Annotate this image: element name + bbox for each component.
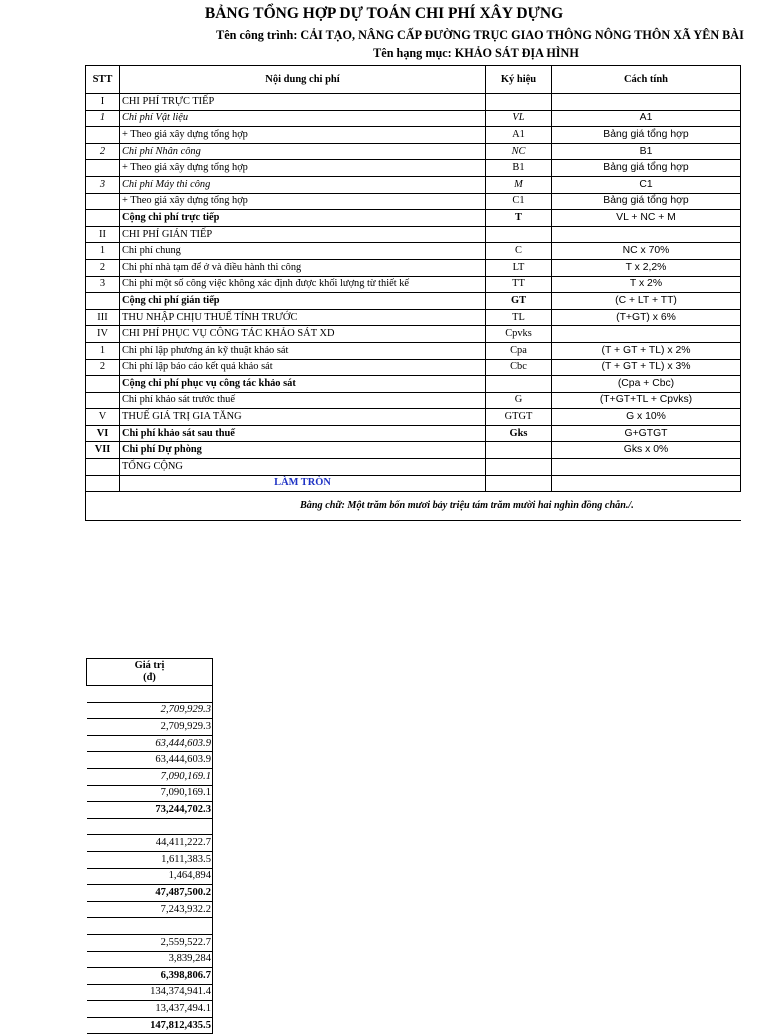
row-stt: 2 bbox=[86, 359, 120, 376]
row-content: Cộng chi phí gián tiếp bbox=[120, 293, 486, 310]
table-row bbox=[86, 243, 741, 260]
row-symbol: T bbox=[486, 210, 552, 227]
row-content: Chi phí một số công việc không xác định được khối lượng từ thiết kế bbox=[120, 276, 486, 293]
row-symbol: A1 bbox=[486, 127, 552, 144]
values-header bbox=[87, 659, 213, 686]
row-formula: A1 bbox=[552, 110, 741, 127]
value-cell: 2,559,522.7 bbox=[87, 934, 213, 951]
value-cell: 1,464,894 bbox=[87, 868, 213, 885]
row-formula: B1 bbox=[552, 143, 741, 160]
row-symbol: GT bbox=[486, 293, 552, 310]
table-header-row bbox=[86, 66, 741, 94]
row-formula: Bảng giá tổng hợp bbox=[552, 193, 741, 210]
row-formula bbox=[552, 326, 741, 343]
value-cell: 147,812,435.5 bbox=[87, 1017, 213, 1034]
row-stt bbox=[86, 293, 120, 310]
row-symbol: TL bbox=[486, 309, 552, 326]
document-title: BẢNG TỔNG HỢP DỰ TOÁN CHI PHÍ XÂY DỰNG bbox=[204, 5, 564, 22]
value-row bbox=[87, 851, 213, 868]
values-header-label: Giá trị bbox=[134, 660, 165, 671]
row-formula: G+GTGT bbox=[552, 425, 741, 442]
row-stt bbox=[86, 193, 120, 210]
table-row bbox=[86, 442, 741, 459]
table-row bbox=[86, 110, 741, 127]
value-row bbox=[87, 1001, 213, 1018]
table-row bbox=[86, 226, 741, 243]
value-cell bbox=[87, 686, 213, 703]
row-formula: (Cpa + Cbc) bbox=[552, 376, 741, 393]
row-content: LÀM TRÒN bbox=[120, 475, 486, 492]
row-formula bbox=[552, 94, 741, 111]
row-formula: (T + GT + TL) x 3% bbox=[552, 359, 741, 376]
project-name-line: Tên công trình: CẢI TẠO, NÂNG CẤP ĐƯỜNG TRỤC GIAO THÔNG NÔNG THÔN XÃ YÊN BÀI bbox=[216, 28, 744, 42]
value-cell: 63,444,603.9 bbox=[87, 752, 213, 769]
row-symbol: VL bbox=[486, 110, 552, 127]
row-stt: V bbox=[86, 409, 120, 426]
values-table bbox=[86, 658, 213, 1034]
row-symbol: NC bbox=[486, 143, 552, 160]
row-content: THUẾ GIÁ TRỊ GIA TĂNG bbox=[120, 409, 486, 426]
value-row bbox=[87, 735, 213, 752]
header-symbol: Ký hiệu bbox=[486, 66, 552, 94]
category-line: Tên hạng mục: KHẢO SÁT ĐỊA HÌNH bbox=[373, 46, 579, 60]
value-cell: 13,437,494.1 bbox=[87, 1001, 213, 1018]
row-formula: (T + GT + TL) x 2% bbox=[552, 342, 741, 359]
row-content: + Theo giá xây dựng tổng hợp bbox=[120, 193, 486, 210]
row-content: Chi phí lập báo cáo kết quả khảo sát bbox=[120, 359, 486, 376]
value-cell: 7,090,169.1 bbox=[87, 785, 213, 802]
row-symbol: LT bbox=[486, 259, 552, 276]
row-stt bbox=[86, 210, 120, 227]
row-formula: (T+GT) x 6% bbox=[552, 309, 741, 326]
row-content: CHI PHÍ TRỰC TIẾP bbox=[120, 94, 486, 111]
value-row bbox=[87, 951, 213, 968]
value-row bbox=[87, 984, 213, 1001]
row-content: Chi phí nhà tạm để ở và điều hành thi công bbox=[120, 259, 486, 276]
table-row bbox=[86, 392, 741, 409]
table-row bbox=[86, 160, 741, 177]
row-stt: I bbox=[86, 94, 120, 111]
row-stt: 1 bbox=[86, 342, 120, 359]
row-content: Chi phí lập phương án kỹ thuật khảo sát bbox=[120, 342, 486, 359]
row-content: THU NHẬP CHỊU THUẾ TÍNH TRƯỚC bbox=[120, 309, 486, 326]
row-stt bbox=[86, 459, 120, 476]
table-row bbox=[86, 276, 741, 293]
row-formula: C1 bbox=[552, 176, 741, 193]
value-cell: 63,444,603.9 bbox=[87, 735, 213, 752]
row-stt bbox=[86, 392, 120, 409]
row-stt: VII bbox=[86, 442, 120, 459]
value-row bbox=[87, 1017, 213, 1034]
value-row bbox=[87, 868, 213, 885]
table-row bbox=[86, 193, 741, 210]
value-row bbox=[87, 768, 213, 785]
value-cell: 2,709,929.3 bbox=[87, 702, 213, 719]
value-cell: 1,611,383.5 bbox=[87, 851, 213, 868]
table-row bbox=[86, 326, 741, 343]
value-row bbox=[87, 835, 213, 852]
amount-in-words: Bằng chữ: Một trăm bốn mươi bảy triệu tám trăm mười hai nghìn đồng chẵn./. bbox=[86, 492, 741, 521]
row-stt bbox=[86, 376, 120, 393]
value-cell: 2,709,929.3 bbox=[87, 719, 213, 736]
table-row bbox=[86, 459, 741, 476]
value-cell bbox=[87, 918, 213, 935]
value-row bbox=[87, 752, 213, 769]
row-formula: T x 2% bbox=[552, 276, 741, 293]
value-row bbox=[87, 719, 213, 736]
value-row bbox=[87, 686, 213, 703]
row-content: Chi phí Dự phòng bbox=[120, 442, 486, 459]
row-formula: T x 2,2% bbox=[552, 259, 741, 276]
row-formula: (T+GT+TL + Cpvks) bbox=[552, 392, 741, 409]
value-row bbox=[87, 818, 213, 835]
row-stt: IV bbox=[86, 326, 120, 343]
value-cell: 7,090,169.1 bbox=[87, 768, 213, 785]
row-symbol: TT bbox=[486, 276, 552, 293]
table-row bbox=[86, 342, 741, 359]
header-stt: STT bbox=[86, 66, 120, 94]
row-symbol: Cpvks bbox=[486, 326, 552, 343]
value-row bbox=[87, 802, 213, 819]
cost-summary-table bbox=[85, 65, 741, 521]
row-symbol: C bbox=[486, 243, 552, 260]
row-symbol bbox=[486, 459, 552, 476]
row-symbol: C1 bbox=[486, 193, 552, 210]
row-content: Chi phí chung bbox=[120, 243, 486, 260]
row-content: + Theo giá xây dựng tổng hợp bbox=[120, 160, 486, 177]
row-formula: NC x 70% bbox=[552, 243, 741, 260]
row-formula: G x 10% bbox=[552, 409, 741, 426]
table-row bbox=[86, 475, 741, 492]
row-symbol bbox=[486, 94, 552, 111]
row-symbol: B1 bbox=[486, 160, 552, 177]
row-symbol: GTGT bbox=[486, 409, 552, 426]
table-row bbox=[86, 176, 741, 193]
table-row bbox=[86, 309, 741, 326]
row-formula bbox=[552, 475, 741, 492]
row-content: CHI PHÍ PHỤC VỤ CÔNG TÁC KHẢO SÁT XD bbox=[120, 326, 486, 343]
value-row bbox=[87, 918, 213, 935]
table-row bbox=[86, 376, 741, 393]
values-body bbox=[87, 686, 213, 1034]
row-stt bbox=[86, 475, 120, 492]
row-stt: 1 bbox=[86, 110, 120, 127]
row-content: Chi phí khảo sát sau thuế bbox=[120, 425, 486, 442]
amount-in-words-row bbox=[86, 492, 741, 521]
value-row bbox=[87, 702, 213, 719]
row-symbol: Cbc bbox=[486, 359, 552, 376]
value-cell: 3,839,284 bbox=[87, 951, 213, 968]
value-row bbox=[87, 968, 213, 985]
row-stt: 3 bbox=[86, 276, 120, 293]
cost-summary-body bbox=[86, 94, 741, 492]
values-header-row bbox=[87, 659, 213, 686]
row-stt: 2 bbox=[86, 259, 120, 276]
row-stt: III bbox=[86, 309, 120, 326]
row-formula: Gks x 0% bbox=[552, 442, 741, 459]
value-cell: 6,398,806.7 bbox=[87, 968, 213, 985]
row-content: Cộng chi phí phục vụ công tác khảo sát bbox=[120, 376, 486, 393]
value-row bbox=[87, 785, 213, 802]
row-symbol: M bbox=[486, 176, 552, 193]
table-row bbox=[86, 409, 741, 426]
table-row bbox=[86, 359, 741, 376]
table-row bbox=[86, 259, 741, 276]
row-formula bbox=[552, 226, 741, 243]
table-row bbox=[86, 143, 741, 160]
value-row bbox=[87, 934, 213, 951]
row-content: Chi phí Vật liệu bbox=[120, 110, 486, 127]
row-symbol: Gks bbox=[486, 425, 552, 442]
value-cell: 44,411,222.7 bbox=[87, 835, 213, 852]
value-row bbox=[87, 885, 213, 902]
row-content: TỔNG CỘNG bbox=[120, 459, 486, 476]
row-formula: (C + LT + TT) bbox=[552, 293, 741, 310]
row-formula: Bảng giá tổng hợp bbox=[552, 160, 741, 177]
row-stt bbox=[86, 127, 120, 144]
table-row bbox=[86, 210, 741, 227]
row-stt: II bbox=[86, 226, 120, 243]
header-formula: Cách tính bbox=[552, 66, 741, 94]
row-stt bbox=[86, 160, 120, 177]
header-content: Nội dung chi phí bbox=[120, 66, 486, 94]
table-row bbox=[86, 127, 741, 144]
values-header-unit: (đ) bbox=[143, 672, 156, 683]
row-stt: 1 bbox=[86, 243, 120, 260]
row-symbol bbox=[486, 376, 552, 393]
row-formula: VL + NC + M bbox=[552, 210, 741, 227]
row-content: CHI PHÍ GIÁN TIẾP bbox=[120, 226, 486, 243]
table-row bbox=[86, 425, 741, 442]
row-symbol bbox=[486, 475, 552, 492]
table-row bbox=[86, 94, 741, 111]
row-formula: Bảng giá tổng hợp bbox=[552, 127, 741, 144]
row-stt: 3 bbox=[86, 176, 120, 193]
row-symbol: Cpa bbox=[486, 342, 552, 359]
value-cell: 73,244,702.3 bbox=[87, 802, 213, 819]
row-symbol bbox=[486, 442, 552, 459]
row-content: Chi phí Nhân công bbox=[120, 143, 486, 160]
value-cell: 134,374,941.4 bbox=[87, 984, 213, 1001]
value-row bbox=[87, 901, 213, 918]
row-content: Chi phí khảo sát trước thuế bbox=[120, 392, 486, 409]
row-content: + Theo giá xây dựng tổng hợp bbox=[120, 127, 486, 144]
row-symbol: G bbox=[486, 392, 552, 409]
value-cell bbox=[87, 818, 213, 835]
row-content: Chi phí Máy thi công bbox=[120, 176, 486, 193]
value-cell: 7,243,932.2 bbox=[87, 901, 213, 918]
row-stt: VI bbox=[86, 425, 120, 442]
table-row bbox=[86, 293, 741, 310]
row-symbol bbox=[486, 226, 552, 243]
row-content: Cộng chi phí trực tiếp bbox=[120, 210, 486, 227]
row-formula bbox=[552, 459, 741, 476]
row-stt: 2 bbox=[86, 143, 120, 160]
value-cell: 47,487,500.2 bbox=[87, 885, 213, 902]
